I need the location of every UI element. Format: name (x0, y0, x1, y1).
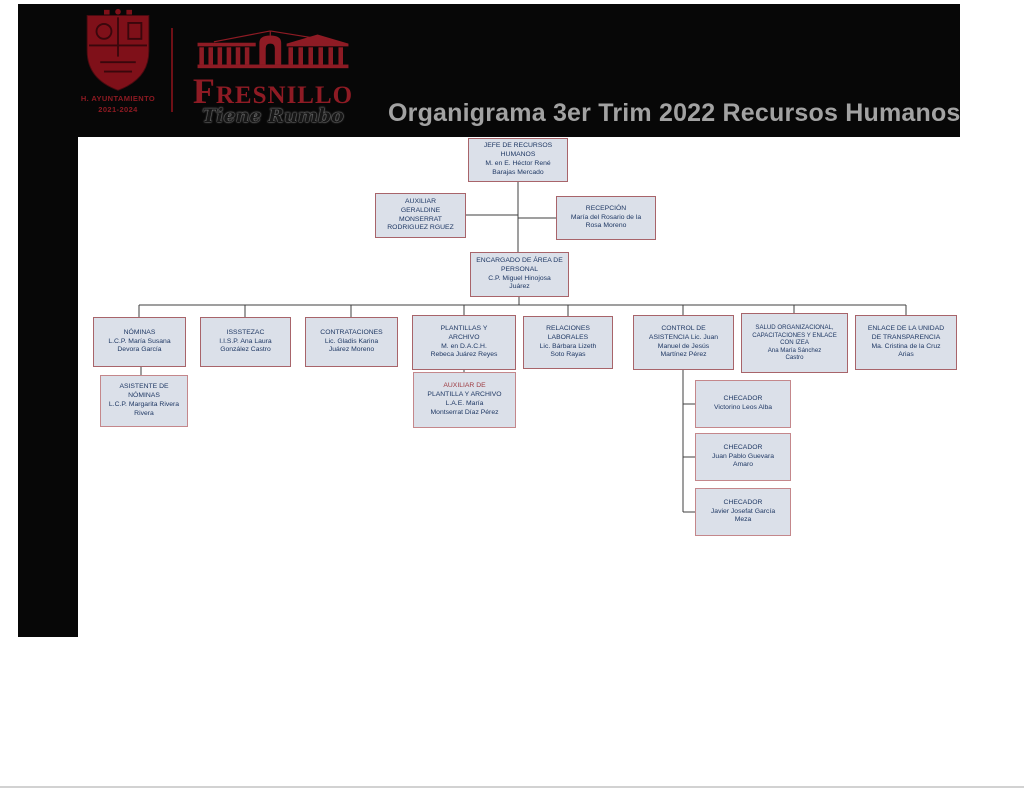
org-node-checador-3 (695, 488, 791, 536)
node-line: CAPACITACIONES Y ENLACE (752, 331, 837, 339)
node-line: L.C.P. María Susana (108, 337, 171, 345)
org-node-contrataciones (305, 317, 398, 367)
brand-name: Fresnillo (192, 71, 354, 111)
node-line: L.A.E. María (445, 400, 484, 407)
node-line: JEFE DE RECURSOS (483, 142, 553, 150)
node-line: CHECADOR (723, 395, 763, 403)
org-node-checador-2 (695, 433, 791, 481)
node-line: M. en D.A.C.H. (441, 342, 487, 350)
bottom-rule (0, 786, 1024, 788)
node-line: L.C.P. Margarita Rivera (108, 401, 180, 408)
node-line: Lic. Bárbara Lizeth (539, 342, 597, 350)
left-margin-bar (18, 4, 78, 637)
node-line: PERSONAL (500, 265, 539, 273)
node-line: Montserrat Díaz Pérez (430, 408, 499, 416)
brand-block (182, 30, 364, 127)
node-line: ENLACE DE LA UNIDAD (867, 324, 945, 332)
brand-divider (171, 28, 173, 112)
org-node-issstezac (200, 317, 291, 367)
node-line: ASISTENTE DE (119, 383, 169, 391)
city-crest-icon (75, 8, 161, 94)
org-node-salud-organizacional (741, 313, 848, 373)
org-node-relaciones-laborales (523, 316, 613, 369)
node-line: CONTRATACIONES (320, 328, 383, 336)
node-line: PLANTILLAS Y (440, 324, 488, 332)
org-node-asistente-nominas (100, 375, 188, 427)
node-line: LABORALES (547, 333, 589, 341)
org-node-auxiliar-plantilla-archivo (413, 372, 516, 428)
node-line: RODRIGUEZ RGUEZ (387, 224, 454, 232)
node-line: Arias (898, 351, 914, 359)
org-node-jefe-recursos-humanos (468, 138, 568, 182)
node-line: Javier Josefat García (710, 507, 776, 515)
node-line: Rosa Moreno (585, 222, 627, 230)
node-line: RECEPCIÓN (585, 204, 627, 212)
org-node-encargado-personal (470, 252, 569, 297)
node-line: C.P. Miguel Hinojosa (488, 274, 551, 282)
municipal-palace-icon (188, 30, 358, 70)
org-node-recepcion (556, 196, 656, 240)
node-line: Martínez Pérez (660, 351, 707, 359)
node-line: DE TRANSPARENCIA (871, 333, 941, 341)
org-node-checador-1 (695, 380, 791, 428)
node-line: Soto Rayas (550, 351, 586, 359)
node-line: ENCARGADO DE ÁREA DE (476, 256, 563, 264)
crest-caption-line1: H. AYUNTAMIENTO (80, 94, 156, 103)
node-line: CON IZEA (780, 339, 809, 347)
node-line: NÓMINAS (128, 392, 160, 400)
org-node-auxiliar (375, 193, 466, 238)
node-line: AUXILIAR DE (443, 382, 486, 390)
node-line: González Castro (220, 346, 271, 354)
node-line: María del Rosario de la (570, 213, 642, 221)
node-line: Ma. Cristina de la Cruz (871, 342, 941, 350)
org-node-enlace-transparencia (855, 315, 957, 370)
node-line: Victorino Leos Alba (713, 404, 773, 411)
node-line: Lic. Gladis Karina (324, 337, 379, 345)
node-line: Barajas Mercado (492, 168, 544, 176)
node-line: SALUD ORGANIZACIONAL, (755, 323, 834, 331)
org-node-nominas (93, 317, 186, 367)
node-line: Manuel de Jesús (657, 342, 710, 350)
node-line: GERALDINE (400, 206, 441, 214)
node-line: Juan Pablo Guevara (712, 452, 774, 460)
page-title: Organigrama 3er Trim 2022 Recursos Humanos (388, 99, 961, 127)
node-line: Rebeca Juárez Reyes (430, 351, 498, 359)
node-line: CONTROL DE (661, 324, 706, 332)
node-line: Rivera (134, 409, 154, 417)
node-line: Juárez (509, 283, 530, 291)
node-line: HUMANOS (500, 151, 536, 159)
org-node-control-asistencia (633, 315, 734, 370)
brand-tagline: Tiene Rumbo (202, 105, 344, 128)
node-line: Castro (785, 354, 804, 362)
node-line: Juárez Moreno (328, 346, 375, 354)
node-line: ISSSTEZAC (226, 328, 265, 336)
node-line: M. en E. Héctor René (485, 160, 551, 167)
org-node-plantillas-archivo (412, 315, 516, 370)
node-line: Devora García (117, 346, 162, 354)
node-line: Amaro (732, 461, 754, 469)
node-line: CHECADOR (723, 498, 763, 506)
node-line: Ana María Sánchez (767, 346, 822, 354)
node-line: Meza (734, 516, 752, 524)
node-line: AUXILIAR (405, 197, 436, 205)
node-line: RELACIONES (546, 324, 590, 332)
node-line: PLANTILLA Y ARCHIVO (427, 391, 502, 399)
node-line: ASISTENCIA Lic. Juan (648, 333, 719, 341)
crest-caption-line2: 2021-2024 (98, 104, 138, 114)
node-line: NÓMINAS (123, 328, 156, 336)
node-line: MONSERRAT (399, 215, 442, 223)
node-line: CHECADOR (723, 443, 763, 451)
node-line: ARCHIVO (448, 333, 480, 341)
city-crest (70, 8, 166, 115)
node-line: I.I.S.P. Ana Laura (219, 337, 272, 345)
